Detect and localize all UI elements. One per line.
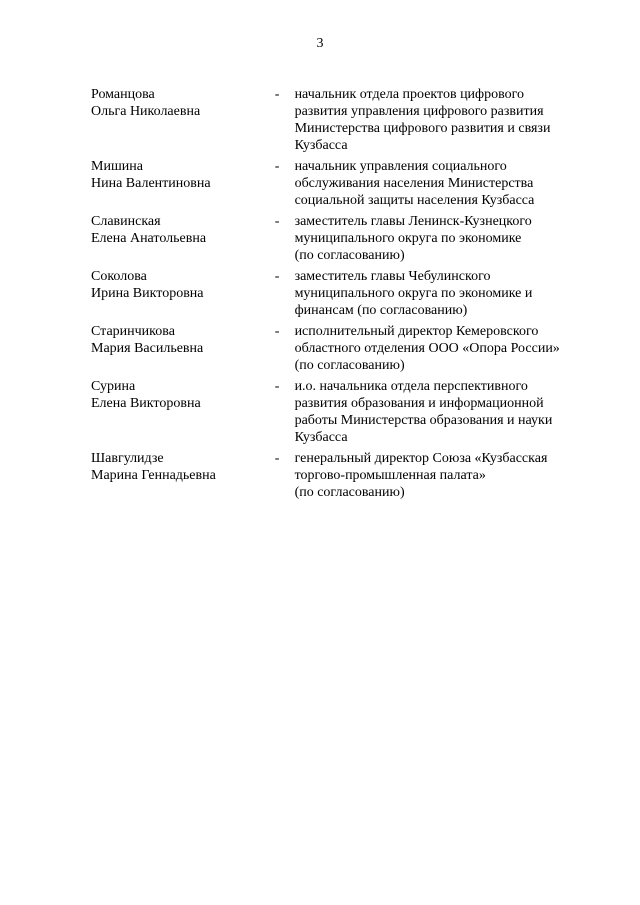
member-surname: Соколова [91,269,147,284]
role-line: социальной защиты населения Кузбасса [294,193,535,208]
role-line: начальник отдела проектов цифрового [294,87,525,102]
member-name [91,213,275,247]
role-line: муниципального округа по экономике и [294,286,533,301]
member-given-names: Ирина Викторовна [91,286,204,301]
member-entry [91,158,591,209]
member-name [91,158,275,192]
member-given-names: Марина Геннадьевна [91,468,216,483]
role-line: генеральный директор Союза «Кузбасская [294,451,548,466]
role-line: муниципального округа по экономике [294,231,522,246]
member-entry [91,450,591,501]
member-given-names: Ольга Николаевна [91,104,201,119]
member-name [91,86,275,120]
member-entry [91,268,591,319]
separator-dash: - [274,159,280,174]
member-given-names: Мария Васильевна [91,341,204,356]
role-line: развития управления цифрового развития [294,104,544,119]
separator-dash: - [274,87,280,102]
role-line: финансам (по согласованию) [294,303,468,318]
member-role [295,213,591,264]
member-given-names: Елена Анатольевна [91,231,207,246]
member-role [295,158,591,209]
role-line: Кузбасса [294,138,348,153]
role-line: и.о. начальника отдела перспективного [294,379,528,394]
separator-dash: - [274,324,280,339]
member-given-names: Нина Валентиновна [91,176,211,191]
role-line: обслуживания населения Министерства [294,176,534,191]
separator-dash: - [274,214,280,229]
separator-dash: - [274,451,280,466]
member-role [295,323,591,374]
role-line: торгово-промышленная палата» [294,468,486,483]
role-line: работы Министерства образования и науки [294,413,553,428]
role-line: исполнительный директор Кемеровского [294,324,539,339]
role-line: Кузбасса [294,430,348,445]
member-surname: Славинская [91,214,161,229]
member-list [91,86,591,505]
role-line: развития образования и информационной [294,396,544,411]
member-given-names: Елена Викторовна [91,396,201,411]
member-surname: Романцова [91,87,155,102]
role-line: заместитель главы Чебулинского [294,269,491,284]
role-line: (по согласованию) [294,485,405,500]
member-entry [91,323,591,374]
role-line: областного отделения ООО «Опора России» [294,341,560,356]
member-surname: Старинчикова [91,324,175,339]
role-line: начальник управления социального [294,159,507,174]
member-entry [91,86,591,154]
separator-dash: - [274,379,280,394]
role-line: заместитель главы Ленинск-Кузнецкого [294,214,532,229]
role-line: (по согласованию) [294,248,405,263]
member-role [295,268,591,319]
member-role [295,378,591,446]
member-name [91,450,275,484]
role-line: (по согласованию) [294,358,405,373]
member-surname: Сурина [91,379,136,394]
page-number: 3 [316,36,324,51]
role-line: Министерства цифрового развития и связи [294,121,551,136]
member-surname: Мишина [91,159,143,174]
member-entry [91,378,591,446]
member-role [295,86,591,154]
member-name [91,378,275,412]
member-entry [91,213,591,264]
member-name [91,268,275,302]
member-surname: Шавгулидзе [91,451,164,466]
member-role [295,450,591,501]
member-name [91,323,275,357]
separator-dash: - [274,269,280,284]
